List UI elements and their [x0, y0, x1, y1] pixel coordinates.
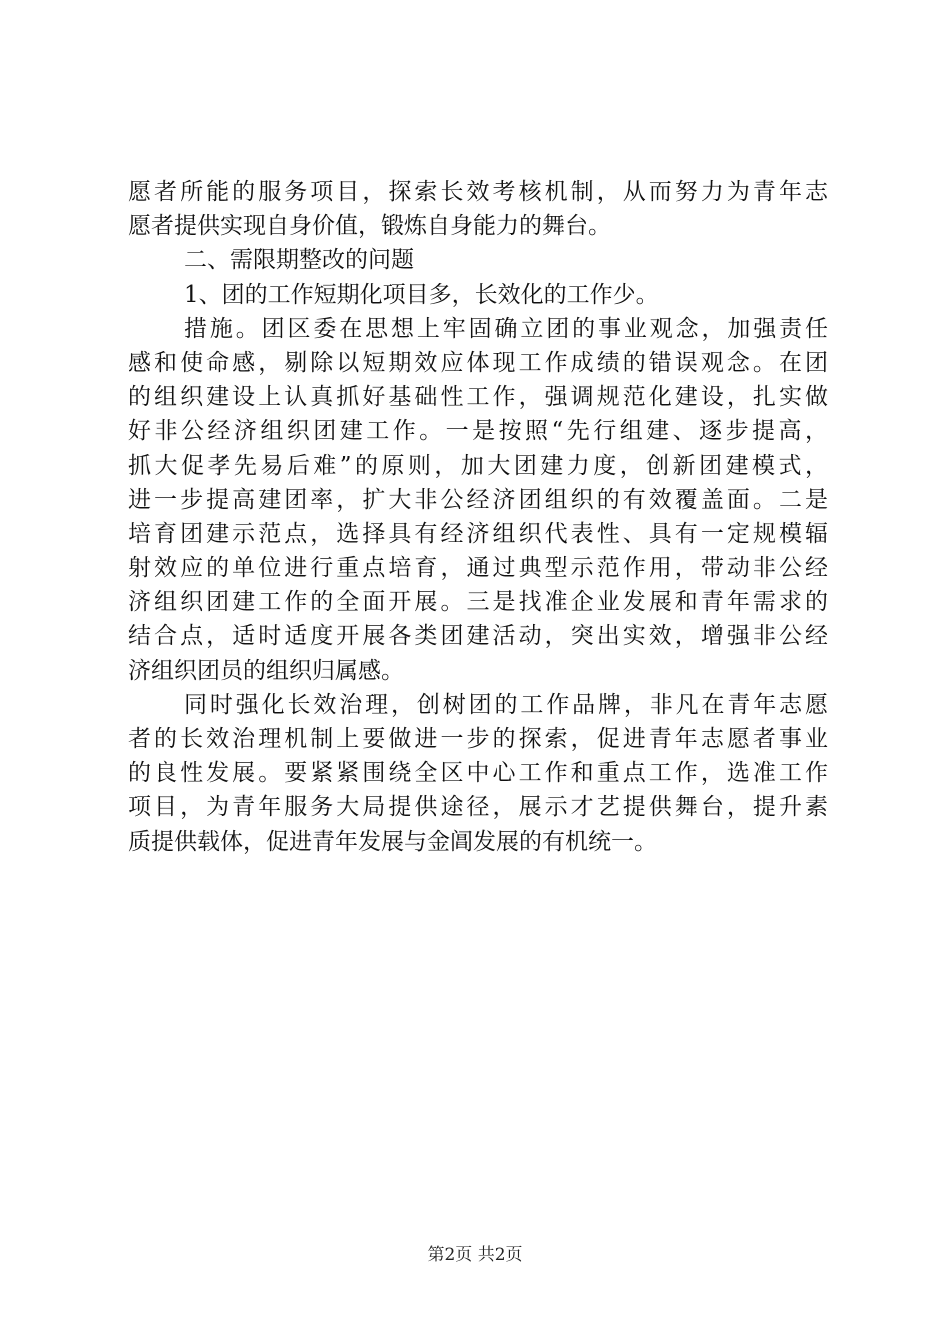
text-line: 结合点，适时适度开展各类团建活动，突出实效，增强非公经 — [128, 623, 828, 650]
text-line: 的组织建设上认真抓好基础性工作，强调规范化建设，扎实做 — [128, 384, 828, 411]
page-footer: 第2页 共2页 — [427, 1245, 523, 1265]
text-line: 质提供载体，促进青年发展与金阊发展的有机统一。 — [128, 828, 657, 855]
text-line: 进一步提高建团率，扩大非公经济团组织的有效覆盖面。二是 — [128, 486, 828, 513]
body-text — [128, 175, 828, 859]
text-line: 济组织团员的组织归属感。 — [128, 657, 404, 684]
text-line: 项目，为青年服务大局提供途径，展示才艺提供舞台，提升素 — [128, 794, 828, 821]
text-line: 愿者提供实现自身价值，锻炼自身能力的舞台。 — [128, 213, 611, 240]
text-line: 的良性发展。要紧紧围绕全区中心工作和重点工作，选准工作 — [128, 760, 828, 787]
text-line: 射效应的单位进行重点培育，通过典型示范作用，带动非公经 — [128, 555, 828, 582]
text-line: 济组织团建工作的全面开展。三是找准企业发展和青年需求的 — [128, 589, 828, 616]
text-line: 好非公经济组织团建工作。一是按照“先行组建、逐步提高， — [128, 418, 828, 445]
text-line: 措施。团区委在思想上牢固确立团的事业观念，加强责任 — [184, 315, 828, 342]
text-line: 者的长效治理机制上要做进一步的探索，促进青年志愿者事业 — [128, 726, 828, 752]
text-line: 培育团建示范点，选择具有经济组织代表性、具有一定规模辐 — [128, 520, 828, 547]
text-line: 抓大促孝先易后难”的原则，加大团建力度，创新团建模式， — [128, 452, 828, 479]
text-line: 感和使命感，剔除以短期效应体现工作成绩的错误观念。在团 — [128, 349, 828, 376]
text-line: 愿者所能的服务项目，探索长效考核机制，从而努力为青年志 — [128, 179, 828, 205]
text-line: 1、团的工作短期化项目多，长效化的工作少。 — [184, 281, 659, 308]
text-line: 同时强化长效治理，创树团的工作品牌，非凡在青年志愿 — [184, 691, 828, 718]
text-line: 二、需限期整改的问题 — [184, 247, 414, 274]
